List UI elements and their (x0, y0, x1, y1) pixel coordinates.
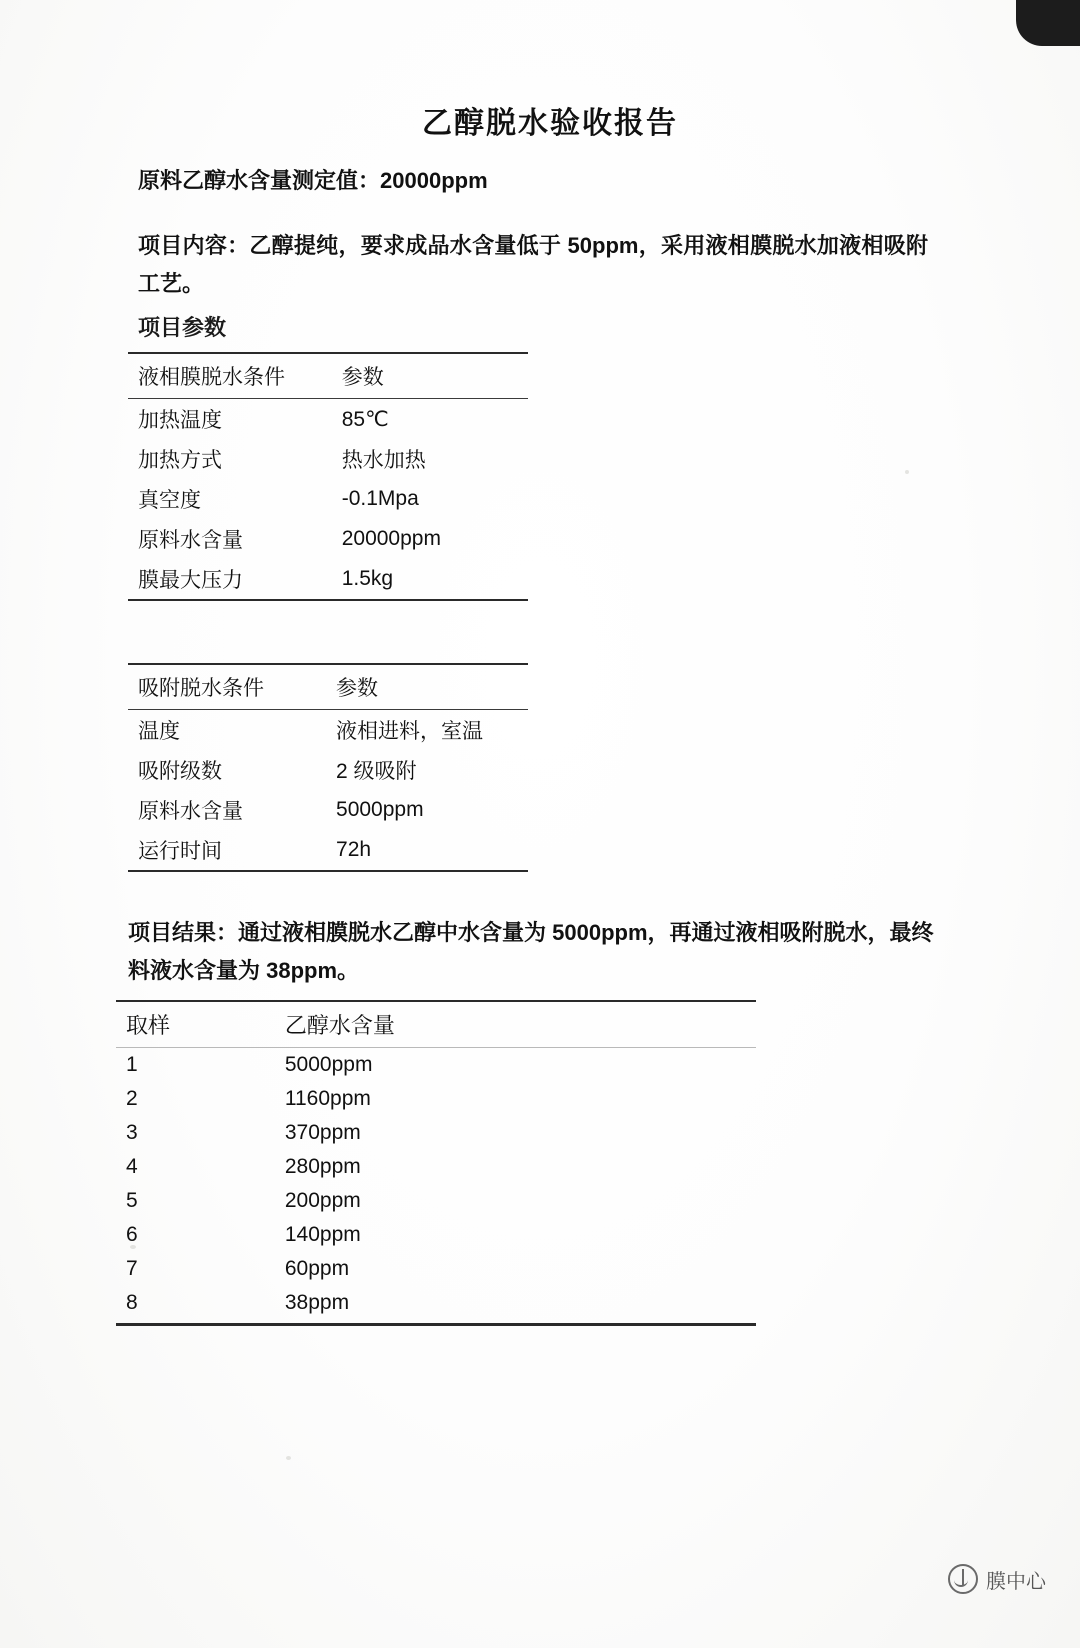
membrane-row-0-value: 85℃ (341, 407, 389, 431)
table-row (128, 399, 528, 440)
sample-row-7-value: 38ppm (275, 1286, 756, 1325)
sample-row-4-value: 200ppm (284, 1189, 361, 1212)
project-content-paragraph (138, 227, 928, 303)
raw-material-value: 20000ppm (380, 168, 488, 193)
result-value-2: 38ppm (266, 958, 338, 983)
table-header-row (128, 353, 528, 399)
sample-row-5-value: 140ppm (284, 1223, 361, 1246)
scan-speck (286, 1456, 291, 1460)
project-content-label: 项目内容： (138, 233, 250, 258)
sample-row-6-value: 60ppm (284, 1257, 350, 1280)
table-row (128, 439, 528, 479)
table-row (128, 559, 528, 600)
params-heading: 项目参数 (138, 315, 227, 340)
membrane-row-1-value: 热水加热 (341, 449, 426, 472)
sample-row-3-value: 280ppm (284, 1155, 361, 1178)
membrane-row-3-label: 原料水含量 (138, 529, 243, 552)
raw-material-line (138, 164, 1080, 195)
membrane-row-1-label: 加热方式 (138, 449, 222, 472)
sample-row-1-index: 2 (126, 1087, 138, 1110)
samples-header-index: 取样 (116, 1001, 275, 1048)
sample-row-1-value: 1160ppm (284, 1087, 371, 1110)
sample-row-0-value: 5000ppm (284, 1053, 373, 1076)
result-text-2: ，再通过液相吸附脱水，最终料液水含量为 (128, 920, 934, 983)
sample-row-0-index: 1 (126, 1053, 138, 1076)
result-label: 项目结果： (128, 920, 239, 945)
samples-table (116, 1000, 756, 1326)
sample-row-6-index: 7 (126, 1257, 138, 1280)
sample-row-5-index: 6 (126, 1223, 138, 1246)
wechat-logo-icon (948, 1564, 978, 1594)
membrane-dehydration-table (128, 352, 528, 601)
adsorption-row-1-value: 2 级吸附 (336, 760, 417, 783)
table-row (128, 519, 528, 559)
sample-row-2-index: 3 (126, 1121, 138, 1144)
table-row (116, 1150, 756, 1184)
adsorption-row-3-label: 运行时间 (128, 830, 326, 871)
table-row (116, 1218, 756, 1252)
table-row (128, 750, 528, 790)
table-row (116, 1286, 756, 1325)
result-value-1: 5000ppm (552, 920, 648, 945)
table-row (116, 1252, 756, 1286)
adsorption-header-param: 参数 (326, 664, 528, 710)
table-row (128, 710, 528, 751)
table-header-row (116, 1001, 756, 1048)
table-row (116, 1082, 756, 1116)
raw-material-label: 原料乙醇水含量测定值： (138, 168, 381, 193)
samples-header-water-content: 乙醇水含量 (275, 1001, 756, 1048)
table-row (116, 1116, 756, 1150)
membrane-row-4-value: 1.5kg (332, 559, 528, 600)
table-row (128, 479, 528, 519)
table-row (116, 1048, 756, 1083)
result-text-1: 通过液相膜脱水乙醇中水含量为 (238, 920, 553, 945)
table-header-row (128, 664, 528, 710)
adsorption-row-3-value: 72h (326, 830, 528, 871)
adsorption-row-0-value: 液相进料，室温 (336, 720, 484, 743)
page-title: 乙醇脱水验收报告 (422, 107, 678, 140)
watermark-label: 膜中心 (986, 1570, 1046, 1593)
membrane-row-2-value: -0.1Mpa (341, 487, 419, 510)
membrane-header-param: 参数 (332, 353, 528, 399)
adsorption-header-condition: 吸附脱水条件 (128, 664, 326, 710)
table-row (128, 790, 528, 830)
membrane-row-0-label: 加热温度 (138, 409, 222, 432)
sample-row-2-value: 370ppm (284, 1121, 361, 1144)
sample-row-7-index: 8 (116, 1286, 275, 1325)
adsorption-row-1-label: 吸附级数 (138, 760, 222, 783)
membrane-header-condition: 液相膜脱水条件 (128, 353, 332, 399)
adsorption-row-0-label: 温度 (138, 720, 180, 743)
adsorption-row-2-label: 原料水含量 (138, 800, 243, 823)
membrane-row-4-label: 膜最大压力 (128, 559, 332, 600)
project-content-text: 乙醇提纯，要求成品水含量低于 50ppm，采用液相膜脱水加液相吸附工艺。 (138, 233, 928, 296)
adsorption-dehydration-table (128, 663, 528, 872)
watermark (948, 1564, 1046, 1594)
project-result-paragraph (128, 914, 938, 990)
sample-row-4-index: 5 (126, 1189, 138, 1212)
table-row (128, 830, 528, 871)
membrane-row-3-value: 20000ppm (341, 527, 441, 550)
table-row (116, 1184, 756, 1218)
result-text-3: 。 (337, 958, 360, 983)
adsorption-row-2-value: 5000ppm (336, 798, 424, 821)
membrane-row-2-label: 真空度 (138, 489, 201, 512)
sample-row-3-index: 4 (126, 1155, 138, 1178)
